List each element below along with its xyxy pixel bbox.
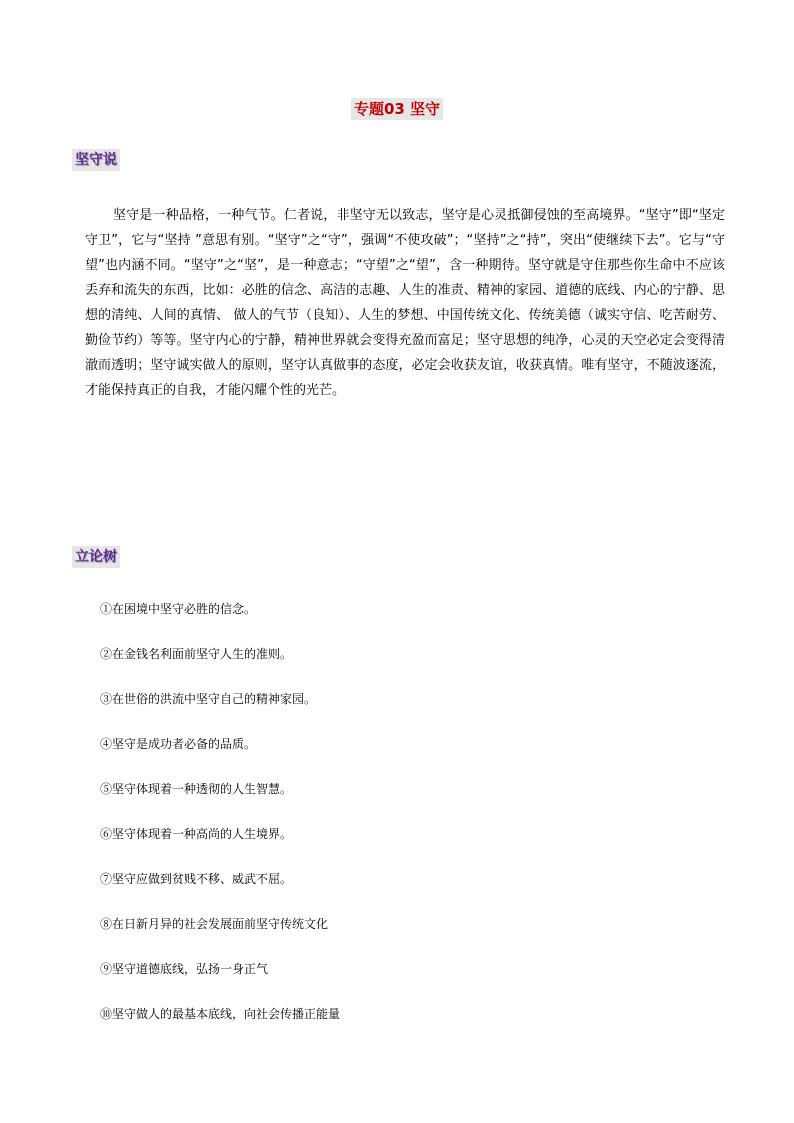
thesis-item: ⑦坚守应做到贫贱不移、威武不屈。	[100, 872, 293, 886]
thesis-item: ⑤坚守体现着一种透彻的人生智慧。	[100, 782, 293, 796]
thesis-item: ⑩坚守做人的最基本底线，向社会传播正能量	[100, 1007, 341, 1021]
document-title: 专题03 坚守	[351, 98, 443, 120]
thesis-item: ⑨坚守道德底线，弘扬一身正气	[100, 962, 269, 976]
section-heading-lilunshu: 立论树	[72, 546, 120, 568]
thesis-item: ⑧在日新月异的社会发展面前坚守传统文化	[100, 917, 329, 931]
thesis-item: ④坚守是成功者必备的品质。	[100, 737, 257, 751]
thesis-item: ③在世俗的洪流中坚守自己的精神家园。	[100, 692, 317, 706]
document-title-wrapper	[0, 98, 794, 120]
section-heading-jianshoushuo: 坚守说	[72, 149, 120, 171]
thesis-list	[100, 598, 700, 1048]
thesis-item: ⑥坚守体现着一种高尚的人生境界。	[100, 827, 293, 841]
intro-paragraph: 坚守是一种品格，一种气节。仁者说，非坚守无以致志，坚守是心灵抵御侵蚀的至高境界。“坚守”即“坚定守卫”，它与“坚持 ”意思有别。“坚守”之“守”，强调“不使攻破”；“坚持”之“持”，突出“使继续下去”。它与“守望”也内涵不同。“坚守”之“坚”，是一种意志；“守望”之“望”，含一种期待。坚守就是守住那些你生命中不应该丢弃和流失的东西，比如：必胜的信念、高洁的志趣、人生的准责、精神的家园、道德的底线、内心的宁静、思想的清纯、人间的真情、 做人的气节（良知）、人生的梦想、中国传统文化、传统美德（诚实守信、吃苦耐劳、勤俭节约）等等。坚守内心的宁静，精神世界就会变得充盈而富足；坚守思想的纯净，心灵的天空必定会变得清澈而透明；坚守诚实做人的原则，坚守认真做事的态度，必定会收获友谊，收获真情。唯有坚守，不随波逐流，才能保持真正的自我，才能闪耀个性的光芒。	[85, 208, 725, 398]
thesis-item: ①在困境中坚守必胜的信念。	[100, 602, 257, 616]
thesis-item: ②在金钱名利面前坚守人生的准则。	[100, 647, 293, 661]
